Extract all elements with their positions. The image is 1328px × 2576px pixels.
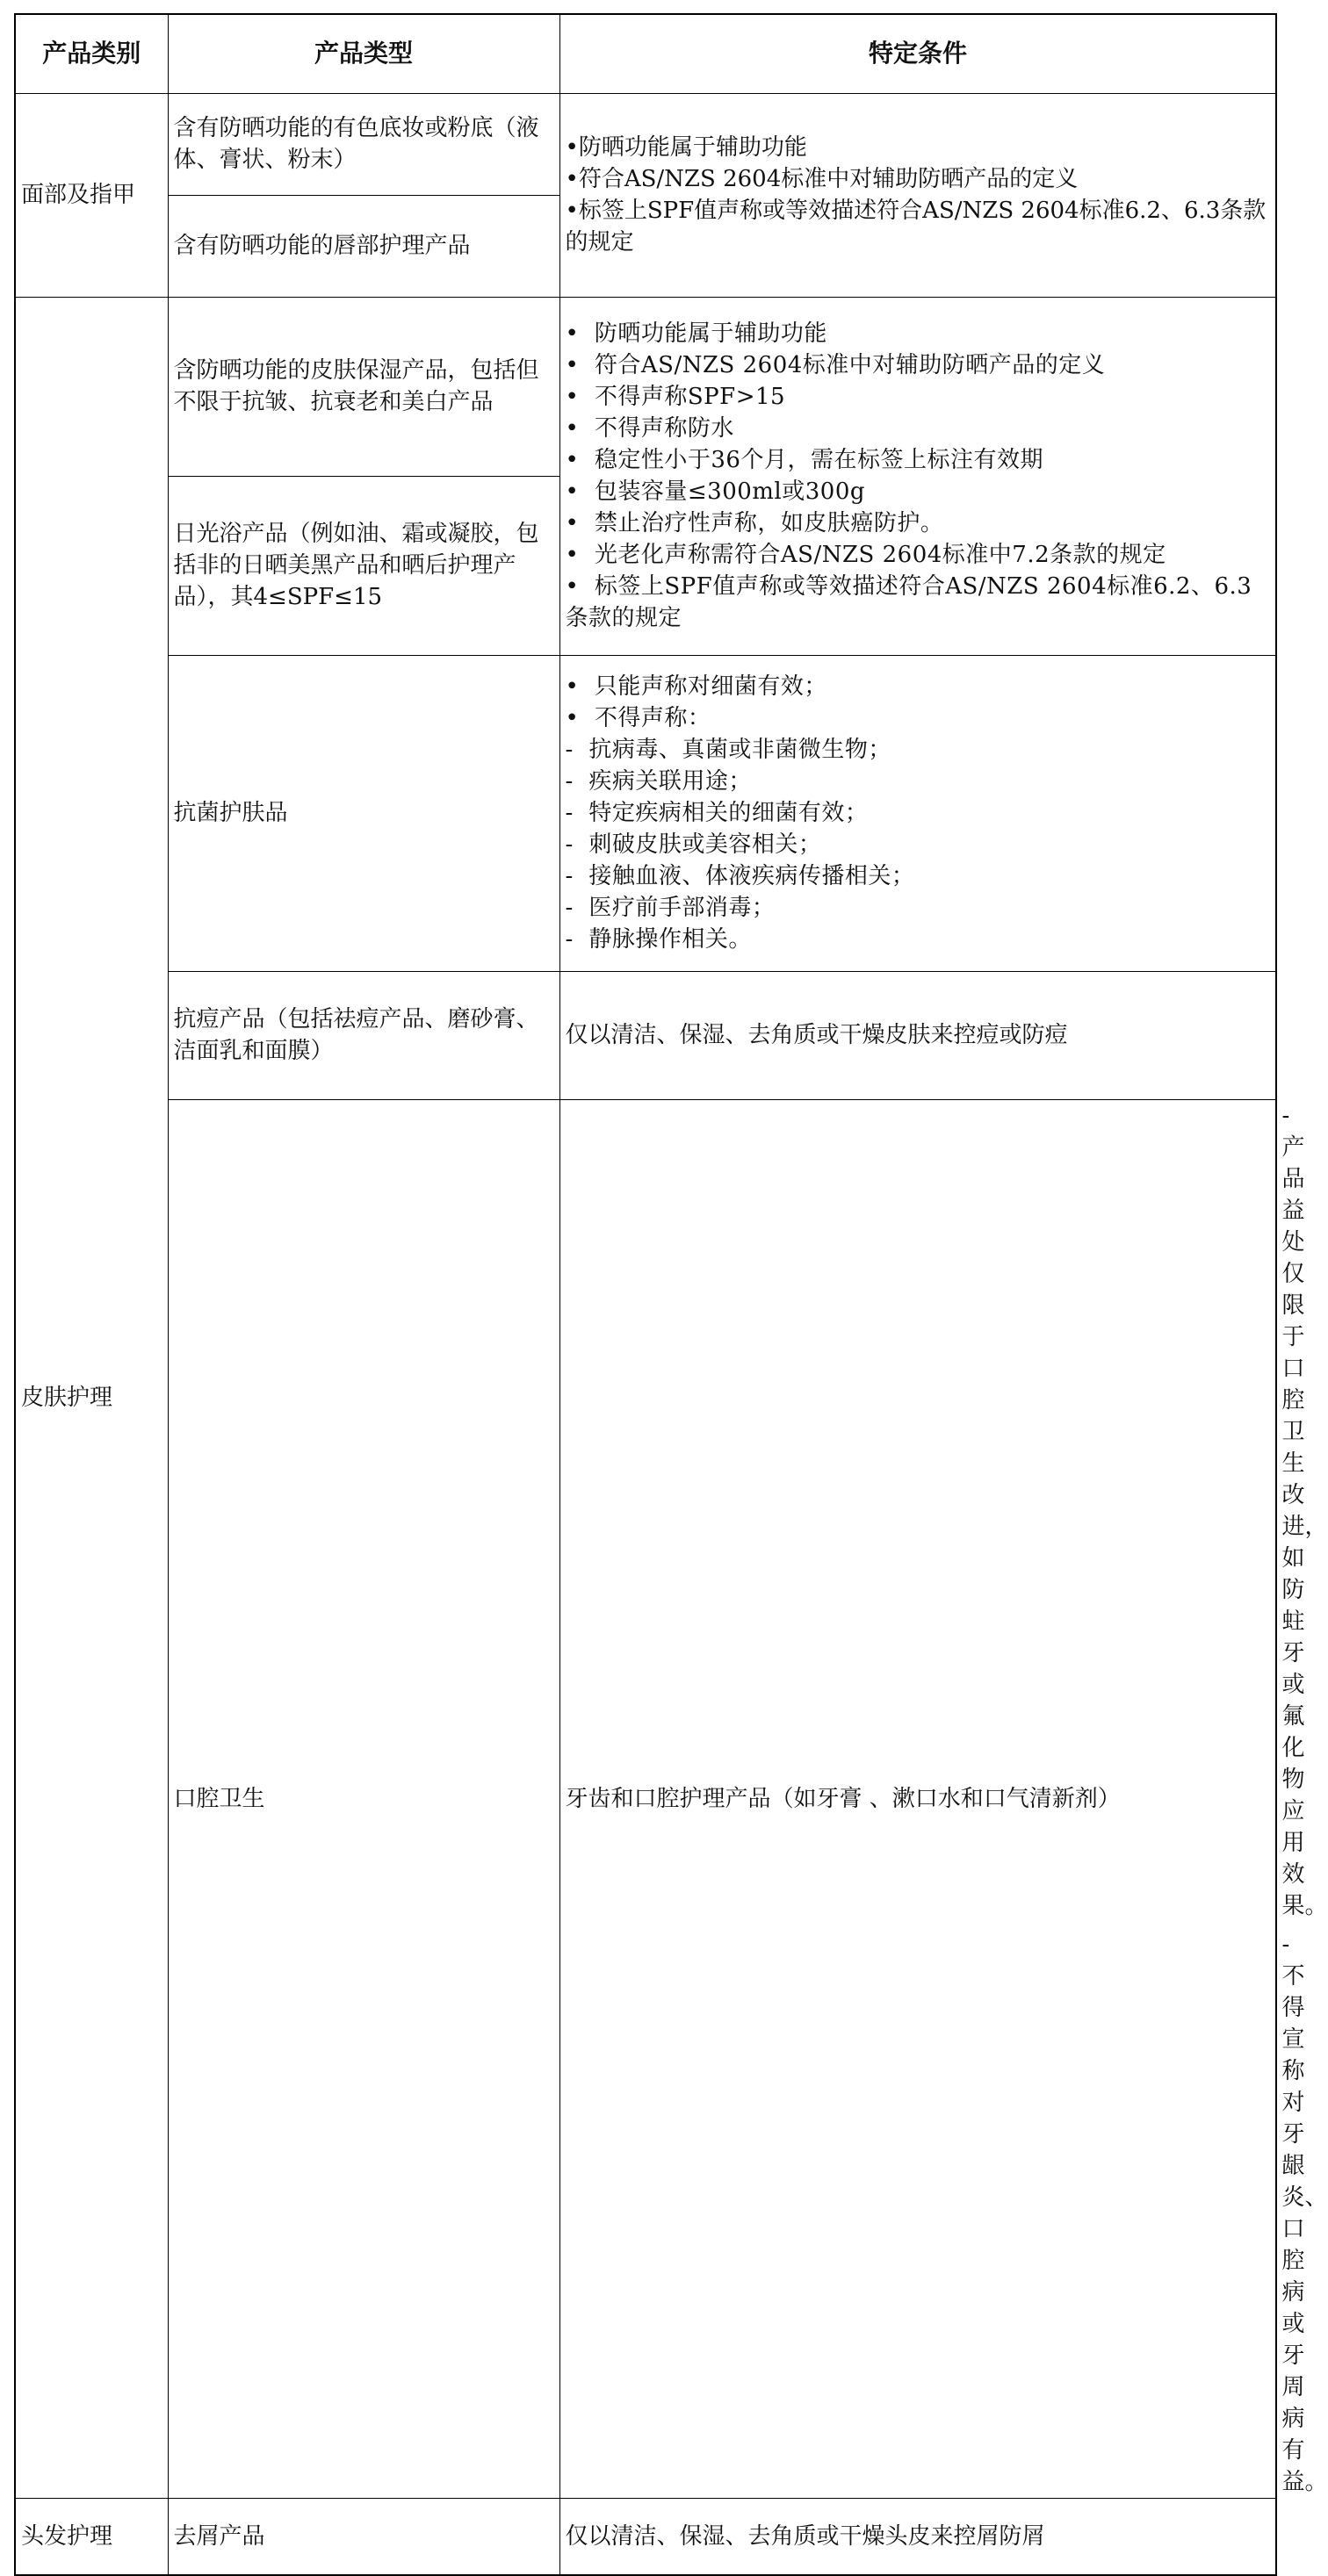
table-row: 口腔卫生 牙齿和口腔护理产品（如牙膏 、漱口水和口气清新剂） - 产品益处仅限于口腔卫生改进，如防蛀牙或氟化物应用效果。 - 不得宣称对牙龈炎、口腔病或牙周病有益。 — [15, 1099, 1276, 2498]
table-row — [15, 655, 1276, 971]
header-type: 产品类型 — [168, 14, 559, 93]
header-category: 产品类别 — [15, 14, 168, 93]
category-cell: 皮肤护理 — [15, 297, 168, 2498]
condition-cell: •防晒功能属于辅助功能 •符合AS/NZS 2604标准中对辅助防晒产品的定义 •标签上SPF值声称或等效描述符合AS/NZS 2604标准6.2、6.3条款的规定 — [559, 93, 1276, 297]
condition-cell: • 只能声称对细菌有效； • 不得声称： - 抗病毒、真菌或非菌微生物； - 疾病关联用途； - 特定疾病相关的细菌有效； - 刺破皮肤或美容相关； - 接触血液、体液疾病传播相关； - 医疗前手部消毒； - 静脉操作相关。 — [559, 655, 1276, 971]
category-cell: 口腔卫生 — [168, 1099, 559, 2498]
header-condition: 特定条件 — [559, 14, 1276, 93]
type-cell: 牙齿和口腔护理产品（如牙膏 、漱口水和口气清新剂） — [559, 1099, 1276, 2498]
type-cell: 日光浴产品（例如油、霜或凝胶，包括非的日晒美黑产品和晒后护理产品），其4≤SPF≤15 — [168, 476, 559, 655]
category-cell: 面部及指甲 — [15, 93, 168, 297]
type-cell: 含防晒功能的皮肤保湿产品，包括但不限于抗皱、抗衰老和美白产品 — [168, 297, 559, 476]
header-row — [15, 14, 1276, 93]
type-cell: 去屑产品 — [168, 2498, 559, 2575]
table-row — [15, 93, 1276, 195]
table-row — [15, 971, 1276, 1099]
type-cell: 抗菌护肤品 — [168, 655, 559, 971]
conditions-table — [14, 13, 1328, 2576]
category-cell: 头发护理 — [15, 2498, 168, 2575]
condition-cell: 仅以清洁、保湿、去角质或干燥头皮来控屑防屑 — [559, 2498, 1276, 2575]
table-row — [15, 297, 1276, 476]
type-cell: 抗痘产品（包括祛痘产品、磨砂膏、洁面乳和面膜） — [168, 971, 559, 1099]
condition-cell: • 防晒功能属于辅助功能 • 符合AS/NZS 2604标准中对辅助防晒产品的定义 • 不得声称SPF>15 • 不得声称防水 • 稳定性小于36个月，需在标签上标注有效期 • 包装容量≤300ml或300g • 禁止治疗性声称，如皮肤癌防护。 • 光老化声称需符合AS/NZS 2604标准中7.2条款的规定 • 标签上SPF值声称或等效描述符合AS/NZS 2604标准6.2、6.3条款的规定 — [559, 297, 1276, 655]
type-cell: 含有防晒功能的唇部护理产品 — [168, 195, 559, 297]
type-cell: 含有防晒功能的有色底妆或粉底（液体、膏状、粉末） — [168, 93, 559, 195]
table-row — [15, 2498, 1276, 2575]
condition-cell: 仅以清洁、保湿、去角质或干燥皮肤来控痘或防痘 — [559, 971, 1276, 1099]
